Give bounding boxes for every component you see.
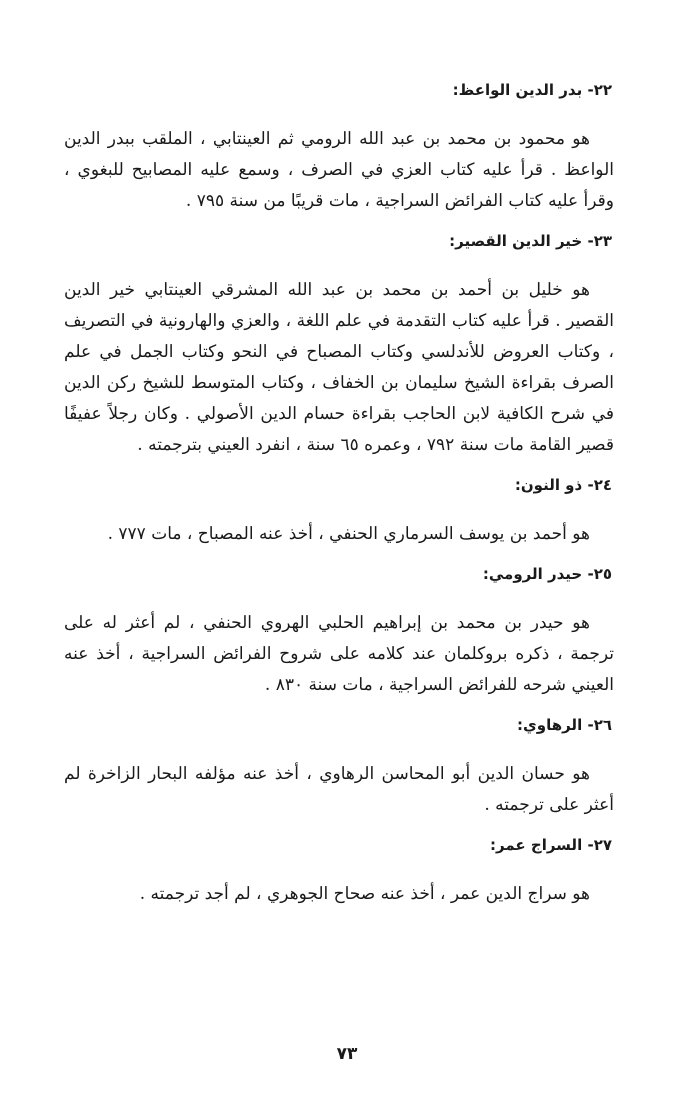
- entry-number: ٢٢-: [587, 81, 612, 99]
- page-content: [64, 80, 614, 924]
- entry-heading-27: [64, 835, 614, 855]
- entry-title: خير الدين القصير:: [449, 232, 583, 250]
- entry-body-22: هو محمود بن محمد بن عبد الله الرومي ثم العينتابي ، الملقب ببدر الدين الواعظ . قرأ عليه كتاب العزي في الصرف ، وسمع عليه المصابيح للبغوي ، وقرأ عليه كتاب الفرائض السراجية ، مات قريبًا من سنة ٧٩٥ .: [64, 129, 614, 211]
- entry-body-27: هو سراج الدين عمر ، أخذ عنه صحاح الجوهري ، لم أجد ترجمته .: [139, 884, 590, 904]
- entry-number: ٢٤-: [587, 476, 612, 494]
- entry-body-24: هو أحمد بن يوسف السرماري الحنفي ، أخذ عنه المصباح ، مات ٧٧٧ .: [107, 524, 590, 544]
- entry-title: ذو النون:: [514, 476, 583, 494]
- entry-number: ٢٣-: [587, 232, 612, 250]
- entry-body-26: هو حسان الدين أبو المحاسن الرهاوي ، أخذ عنه مؤلفه البحار الزاخرة لم أعثر على ترجمته .: [64, 764, 614, 815]
- entry-body-25: هو حيدر بن محمد بن إبراهيم الحلبي الهروي الحنفي ، لم أعثر له على ترجمة ، ذكره بروكلمان عند كلامه على شروح الفرائض السراجية ، أخذ عنه العيني شرحه للفرائض السراجية ، مات سنة ٨٣٠ .: [64, 613, 614, 695]
- entry-heading-22: [64, 80, 614, 100]
- entry-heading-25: [64, 564, 614, 584]
- page-number: ٧٣: [336, 1044, 358, 1064]
- entry-title: حيدر الرومي:: [482, 565, 583, 583]
- entry-title: بدر الدين الواعظ:: [452, 81, 583, 99]
- entry-heading-23: [64, 231, 614, 251]
- entry-heading-26: [64, 715, 614, 735]
- entry-body-23: هو خليل بن أحمد بن محمد بن عبد الله المشرقي العينتابي خير الدين القصير . قرأ عليه كتاب التقدمة في علم اللغة ، والعزي والهارونية في التصريف ، وكتاب العروض للأندلسي وكتاب المصباح في النحو وكتاب الجمل في علم الصرف بقراءة الشيخ سليمان بن الخفاف ، وكتاب المتوسط للشيخ ركن الدين في شرح الكافية لابن الحاجب بقراءة حسام الدين الأصولي . وكان رجلاً عفيفًا قصير القامة مات سنة ٧٩٢ ، وعمره ٦٥ سنة ، انفرد العيني بترجمته .: [64, 280, 614, 455]
- entry-number: ٢٥-: [587, 565, 612, 583]
- entry-title: الرهاوي:: [517, 716, 583, 734]
- entry-number: ٢٦-: [587, 716, 612, 734]
- entry-title: السراج عمر:: [490, 836, 583, 854]
- entry-number: ٢٧-: [587, 836, 612, 854]
- entry-heading-24: [64, 475, 614, 495]
